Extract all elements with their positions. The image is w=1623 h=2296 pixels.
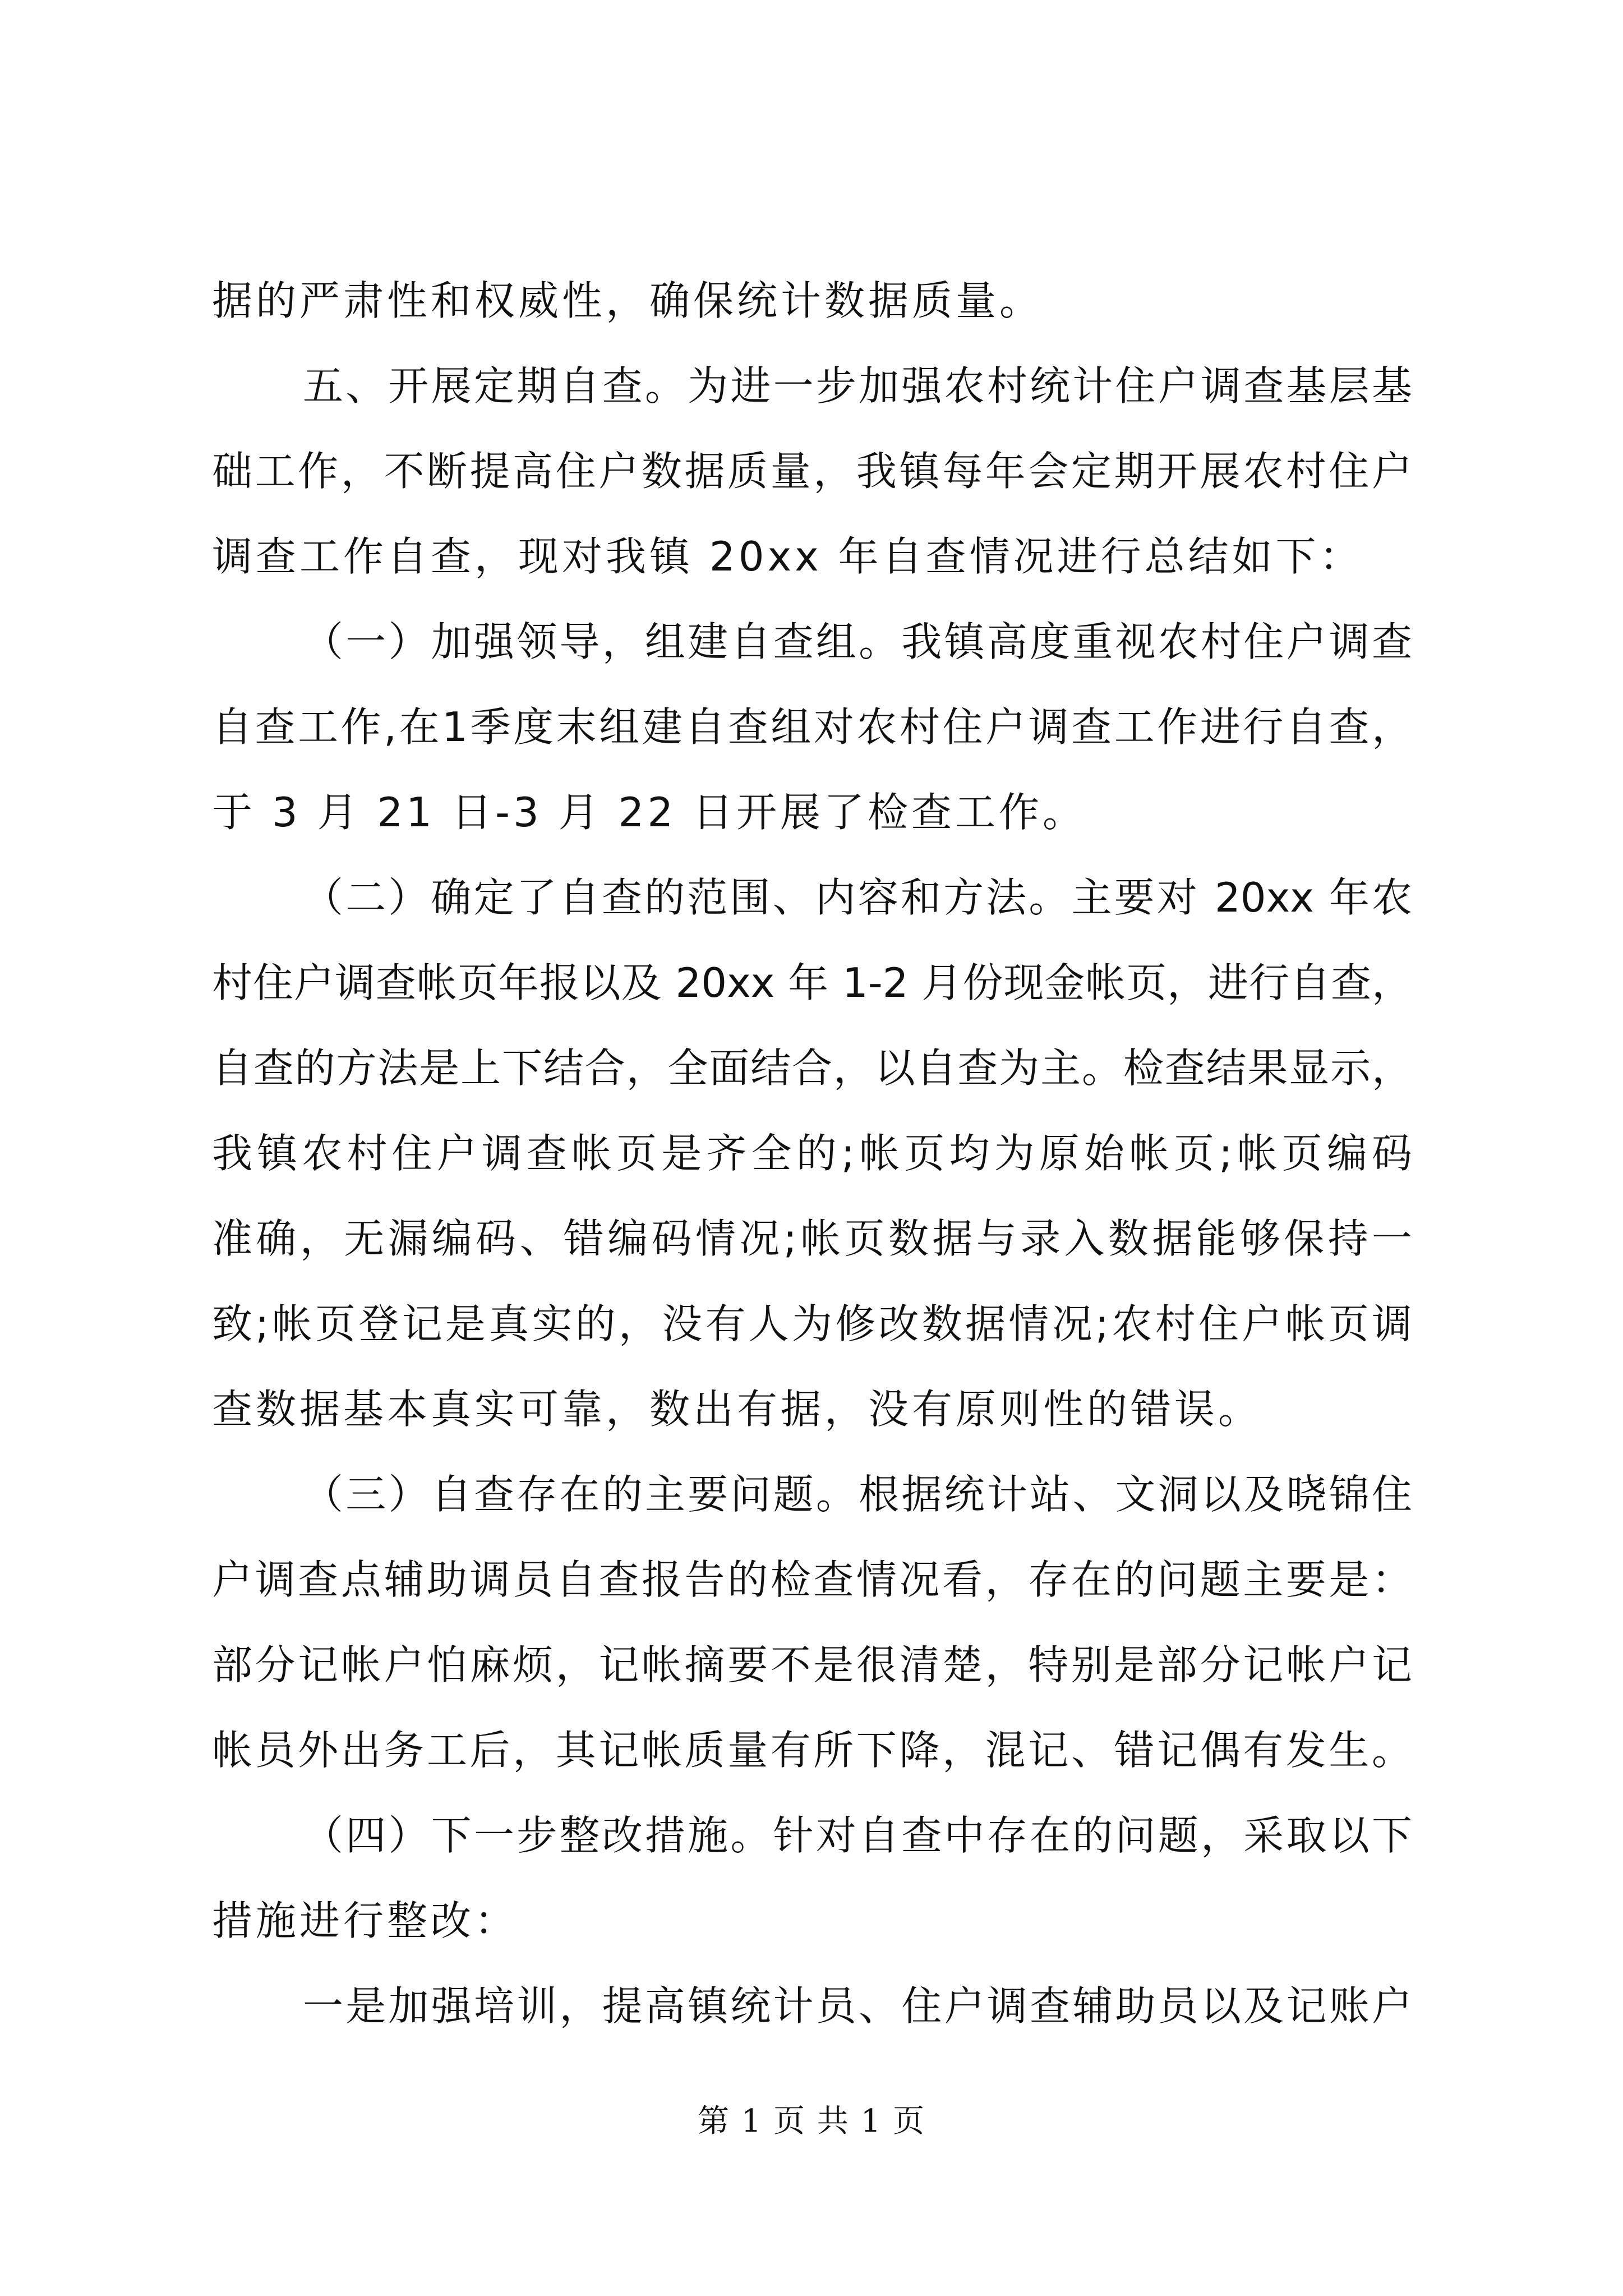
- paragraph-line: 我镇农村住户调查帐页是齐全的;帐页均为原始帐页;帐页编码: [212, 1130, 1412, 1177]
- paragraph-line: 五、开展定期自查。为进一步加强农村统计住户调查基层基: [303, 362, 1412, 409]
- paragraph-line: 准确，无漏编码、错编码情况;帐页数据与录入数据能够保持一: [212, 1215, 1412, 1262]
- paragraph-line: 村住户调查帐页年报以及 20xx 年 1-2 月份现金帐页，进行自查，: [212, 959, 1412, 1006]
- paragraph-line: （一）加强领导，组建自查组。我镇高度重视农村住户调查: [303, 618, 1412, 665]
- paragraph-line: 户调查点辅助调员自查报告的检查情况看，存在的问题主要是：: [212, 1556, 1412, 1603]
- paragraph-line: 措施进行整改：: [212, 1897, 519, 1944]
- paragraph-line: 部分记帐户怕麻烦，记帐摘要不是很清楚，特别是部分记帐户记: [212, 1641, 1412, 1688]
- paragraph-line: （二）确定了自查的范围、内容和方法。主要对 20xx 年农: [303, 874, 1412, 921]
- paragraph-line: 调查工作自查，现对我镇 20xx 年自查情况进行总结如下：: [212, 533, 1363, 580]
- paragraph-line: 帐员外出务工后，其记帐质量有所下降，混记、错记偶有发生。: [212, 1727, 1412, 1774]
- paragraph-line: 自查工作,在1季度末组建自查组对农村住户调查工作进行自查，: [212, 703, 1412, 751]
- paragraph-line: 于 3 月 21 日-3 月 22 日开展了检查工作。: [212, 789, 1087, 836]
- paragraph-line: 础工作，不断提高住户数据质量，我镇每年会定期开展农村住户: [212, 448, 1412, 495]
- paragraph-line: （三）自查存在的主要问题。根据统计站、文洞以及晓锦住: [303, 1471, 1412, 1518]
- paragraph-line: 查数据基本真实可靠，数出有据，没有原则性的错误。: [212, 1386, 1262, 1433]
- paragraph-line: 自查的方法是上下结合，全面结合，以自查为主。检查结果显示，: [212, 1045, 1412, 1092]
- paragraph-line: 据的严肃性和权威性，确保统计数据质量。: [212, 277, 1044, 324]
- paragraph-line: 一是加强培训，提高镇统计员、住户调查辅助员以及记账户: [303, 1982, 1412, 2030]
- paragraph-line: （四）下一步整改措施。针对自查中存在的问题，采取以下: [303, 1812, 1412, 1859]
- page-footer: 第 1 页 共 1 页: [697, 2103, 926, 2139]
- paragraph-line: 致;帐页登记是真实的，没有人为修改数据情况;农村住户帐页调: [212, 1300, 1412, 1347]
